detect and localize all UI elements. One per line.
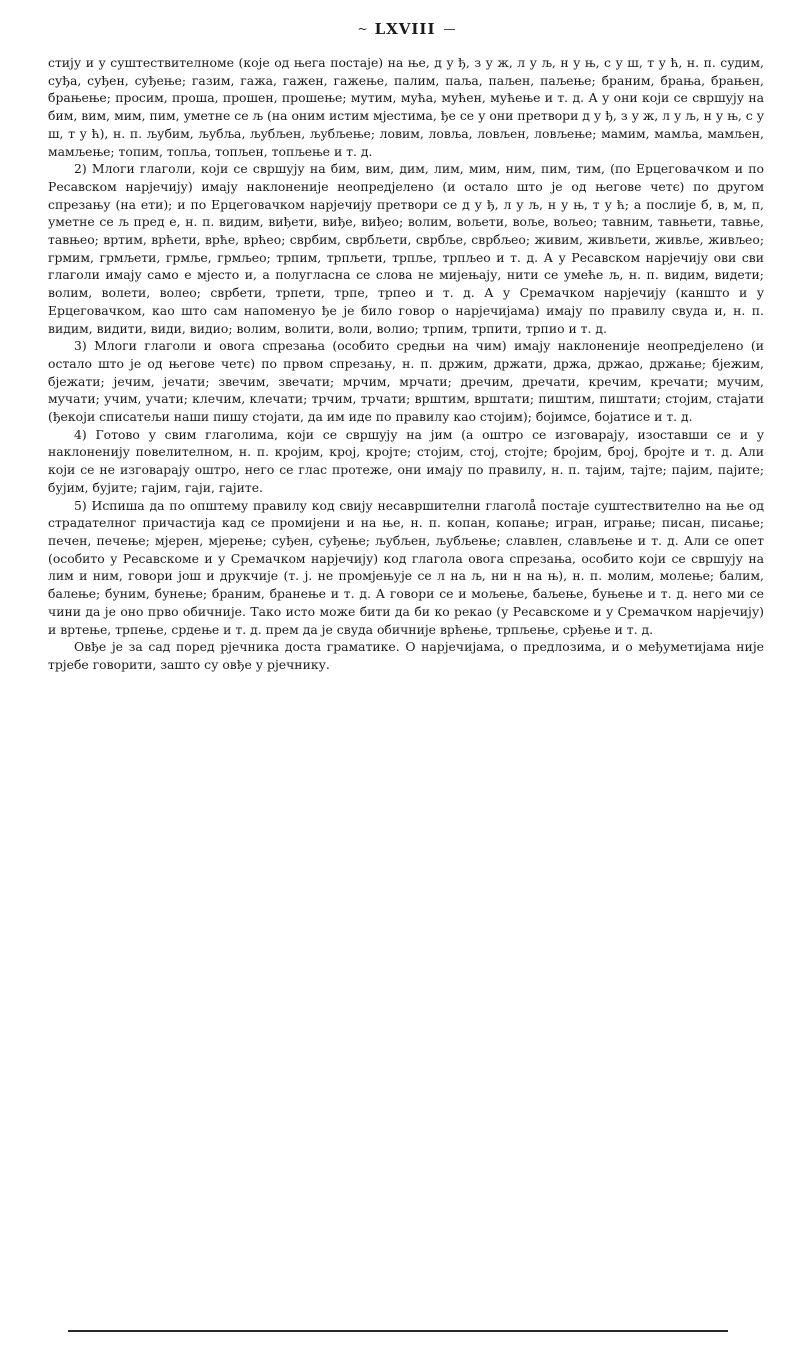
paragraph-rule-3: 3) Млоги глаголи и овога спрезања (особито средњи на чим) имају наклоненије неопредјелено (и остало што је од његове четє) по првом спрезању, н. п. држим, држати, држа, држао, држање; бјежим, бјежати; јечим, јечати; звечим, звечати; мрчим, мрчати; дречим, дречати, кречим, кречати; мучим, мучати; учим, учати; клечим, клечати; трчим, трчати; врштим, врштати; пиштим, пиштати; стојим, стајати (ђекоји списатељи наши пишу стојати, да им иде по правилу као стојим); бојимсе, бојатисе и т. д. xyxy=(48,338,764,425)
header-ornament-right: — xyxy=(443,22,455,36)
header-ornament-left: ~ xyxy=(357,22,367,36)
page-body xyxy=(48,54,764,674)
paragraph-rule-2: 2) Млоги глаголи, који се свршују на бим, вим, дим, лим, мим, ним, пим, тим, (по Ерцеговачком и по Ресавском нарјечију) имају наклоненије неопредјелено (и остало што је од његове четє) по другом спрезању (на ети); и по Ерцеговачком нарјечију претвори се д у ђ, л у љ, н у њ, т у ћ; а послије б, в, м, п, уметне се љ пред е, н. п. видим, виђети, виђе, виђео; волим, вољети, воље, вољео; тавним, тавњети, тавње, тавњео; вртим, врћети, врће, врћео; сврбим, сврбљети, сврбље, сврбљео; живим, живљети, живље, живљео; грмим, грмљети, грмље, грмљео; трпим, трпљети, трпље, трпљео и т. д. А у Ресавском нарјечију ови сви глаголи имају само е мјесто и, а полугласна се слова не мијењају, нити се умеће љ, н. п. видим, видети; волим, волети, волео; сврбети, трпети, трпе, трпео и т. д. А у Сремачком нарјечију (каншто и у Ерцеговачком, као што сам напоменуо ђе је било говор о нарјечијама) имају по правилу свуда и, н. п. видим, видити, види, видио; волим, волити, воли, волио; трпим, трпити, трпио и т. д. xyxy=(48,161,764,336)
page-number: LXVIII xyxy=(374,20,436,38)
page-header xyxy=(48,14,764,44)
paragraph-rule-5: 5) Испиша да по општему правилу код свију несавршителни глаголå постаје суштествително на ње од страдателног причастија кад се промијени и на ње, н. п. копан, копање; игран, играње; писан, писање; печен, печење; мјерен, мјерење; суђен, суђење; љубљен, љубљење; славлен, слављење и т. д. Али се опет (особито у Ресавскоме и у Сремачком нарјечију) код глагола овога спрезања, особито који се свршују на лим и ним, говори још и друкчије (т. ј. не промјењује се л на љ, ни н на њ), н. п. молим, молење; балим, балење; буним, бунење; браним, бранење и т. д. А говори се и мољење, баљење, буњење и т. д. него ми се чини да је оно прво обичније. Тако исто може бити да би ко рекао (у Ресавскоме и у Сремачком нарјечију) и вртење, трпење, срдење и т. д. прем да је свуда обичније врћење, трпљење, срђење и т. д. xyxy=(48,497,764,637)
footer-rule xyxy=(68,1330,728,1332)
paragraph-continued: стију и у суштествителноме (које од њега постаје) на ње, д у ђ, з у ж, л у љ, н у њ, с у ш, т у ћ, н. п. судим, суђа, суђен, суђење; газим, гажа, гажен, гажење, палим, паља, паљен, паљење; браним, брања, брањен, брањење; просим, проша, прошен, прошење; мутим, мућа, мућен, мућење и т. д. А у они који се свршују на бим, вим, мим, пим, уметне се љ (на оним истим мјестима, ђе се у они претвори д у ђ, з у ж, л у љ, н у њ, с у ш, т у ћ), н. п. љубим, љубља, љубљен, љубљење; ловим, ловља, ловљен, ловљење; мамим, мамља, мамљен, мамљење; топим, топља, топљен, топљење и т. д. xyxy=(48,55,764,159)
document-page xyxy=(48,14,764,1354)
paragraph-rule-4: 4) Готово у свим глаголима, који се свршују на јим (а оштро се изговарају, изоставши се и у наклоненију повелителном, н. п. кројим, крој, кројте; стојим, стој, стојте; бројим, број, бројте и т. д. Али који се не изговарају оштро, него се глас протеже, они имају по правилу, н. п. тајим, тајте; пајим, пајите; бујим, бујите; гајим, гаји, гајите. xyxy=(48,426,764,495)
paragraph-closing: Овђе је за сад поред рјечника доста граматике. О нарјечијама, о предлозима, и о међуметијама није трјебе говорити, зашто су овђе у рјечнику. xyxy=(48,639,764,672)
